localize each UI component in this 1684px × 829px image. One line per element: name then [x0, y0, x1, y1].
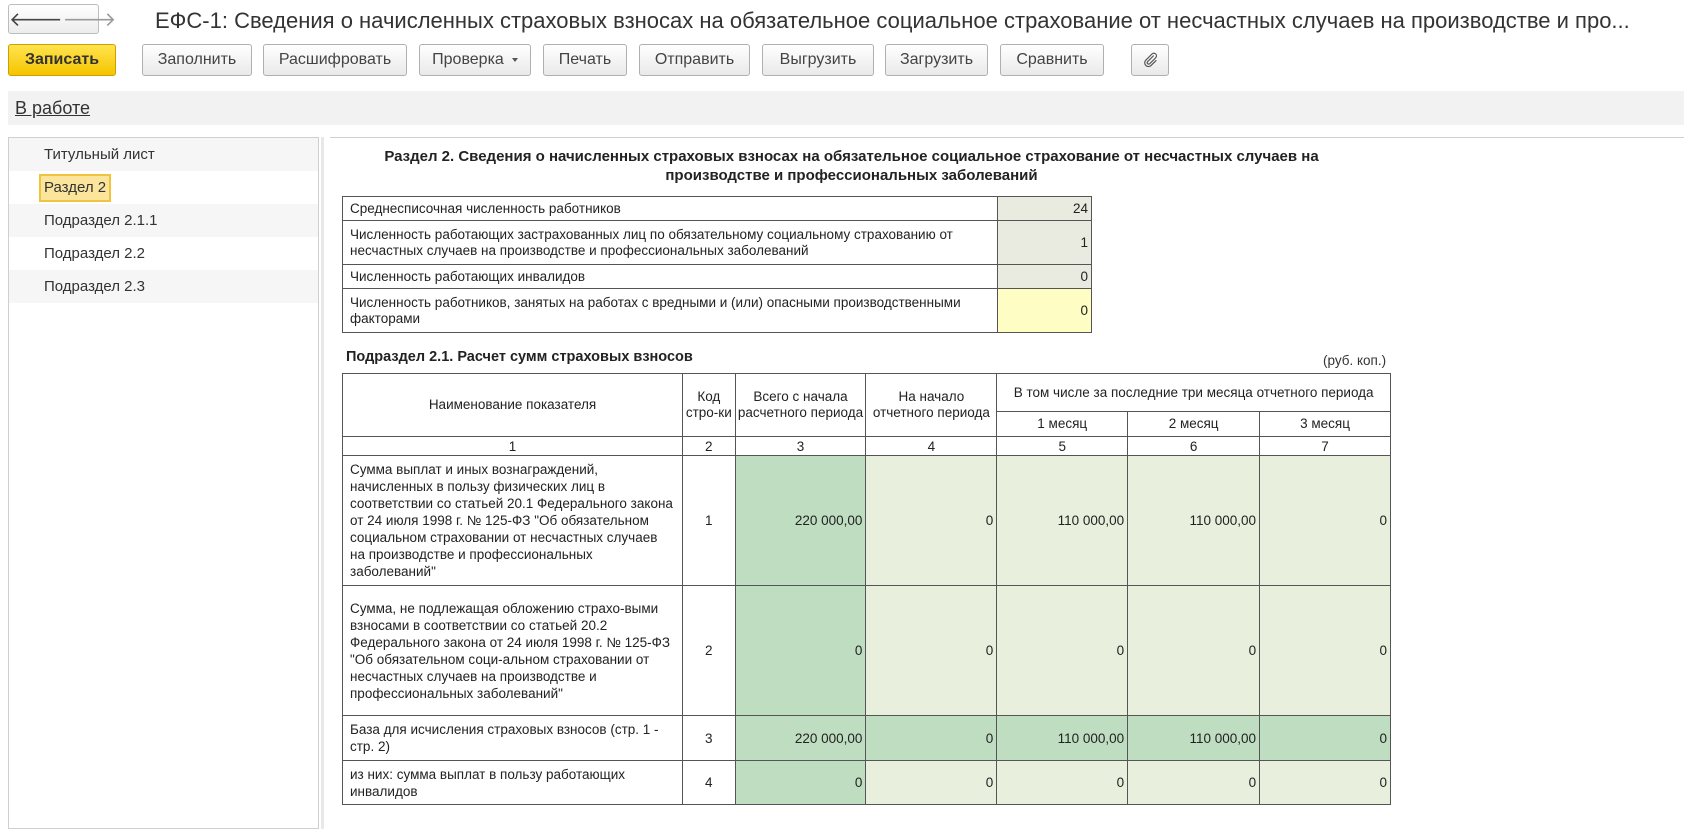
row-label: Численность работающих инвалидов: [343, 265, 998, 289]
col-index: 4: [866, 437, 997, 456]
table-row: [343, 716, 1391, 761]
row-code: 3: [683, 716, 736, 761]
back-button[interactable]: [9, 5, 63, 33]
sidebar-item-label: Титульный лист: [44, 146, 155, 163]
sidebar-item-label: Подраздел 2.3: [44, 278, 145, 295]
cell-total[interactable]: 0: [735, 761, 866, 805]
row-label: Среднесписочная численность работников: [343, 197, 998, 221]
attach-button[interactable]: [1131, 44, 1169, 76]
cell-m1[interactable]: 0: [997, 761, 1128, 805]
cell-start[interactable]: 0: [866, 761, 997, 805]
hazard-count-field[interactable]: 0: [998, 289, 1092, 333]
check-button[interactable]: [419, 44, 531, 76]
section-title-line-2: производстве и профессиональных заболеваний: [665, 167, 1038, 184]
cell-total[interactable]: 220 000,00: [735, 456, 866, 586]
sidebar-item-section-2[interactable]: [9, 171, 318, 204]
col-index: 2: [683, 437, 736, 456]
cell-m3: 0: [1260, 716, 1391, 761]
col-header-start: На начало отчетного периода: [866, 374, 997, 437]
splitter[interactable]: [321, 137, 324, 829]
units-label: (руб. коп.): [1323, 353, 1387, 368]
check-button-label: Проверка: [432, 51, 504, 68]
save-button[interactable]: Записать: [8, 44, 116, 76]
cell-m1[interactable]: 110 000,00: [997, 456, 1128, 586]
form-area: [330, 137, 1684, 829]
section-title-line-1: Раздел 2. Сведения о начисленных страховых взносах на обязательное социальное страхование от несчастных случаев на: [384, 148, 1319, 165]
table-row: [343, 456, 1391, 586]
toolbar: [0, 44, 1684, 78]
table-row: [343, 265, 1092, 289]
sidebar-item-label: Раздел 2: [39, 174, 111, 202]
compare-button[interactable]: Сравнить: [1000, 44, 1104, 76]
headcount-table: [342, 196, 1092, 333]
cell-m3[interactable]: 0: [1260, 761, 1391, 805]
cell-start[interactable]: 0: [866, 456, 997, 586]
sidebar-item-label: Подраздел 2.2: [44, 245, 145, 262]
nav-buttons: [8, 4, 117, 34]
disabled-count-field[interactable]: 0: [998, 265, 1092, 289]
row-label: Численность работающих застрахованных лиц по обязательному социальному страхованию от несчастных случаев на производстве и профессиональных заболеваний: [343, 221, 998, 265]
row-label: Численность работников, занятых на работах с вредными и (или) опасными производственными факторами: [343, 289, 998, 333]
table-row: [343, 221, 1092, 265]
insured-count-field[interactable]: 1: [998, 221, 1092, 265]
arrow-left-icon: 🡐: [9, 8, 63, 31]
status-link[interactable]: В работе: [15, 98, 91, 118]
decode-button[interactable]: Расшифровать: [263, 44, 407, 76]
col-index: 7: [1260, 437, 1391, 456]
avg-headcount-field[interactable]: 24: [998, 197, 1092, 221]
row-name: Сумма, не подлежащая обложению страхо-выми взносами в соответствии со статьей 20.2 Федерального закона от 24 июля 1998 г. № 125-ФЗ "Об обязательном соци-альном страховании от несчастных случаев на производстве и профессиональных заболеваний": [343, 586, 683, 716]
cell-start: 0: [866, 716, 997, 761]
import-button[interactable]: Загрузить: [885, 44, 988, 76]
print-button[interactable]: Печать: [543, 44, 627, 76]
index-row: [343, 437, 1391, 456]
table-row: [343, 197, 1092, 221]
sidebar-item-title-page[interactable]: [9, 138, 318, 171]
row-name: Сумма выплат и иных вознаграждений, начисленных в пользу физических лиц в соответствии со статьей 20.1 Федерального закона от 24 июля 1998 г. № 125-ФЗ "Об обязательном социальном страховании от несчастных случаев на производстве и профессиональных заболеваний": [343, 456, 683, 586]
col-header-code: Код стро-ки: [683, 374, 736, 437]
table-row: [343, 289, 1092, 333]
send-button[interactable]: Отправить: [639, 44, 750, 76]
sidebar-item-label: Подраздел 2.1.1: [44, 212, 158, 229]
cell-m2[interactable]: 0: [1128, 586, 1260, 716]
col-index: 1: [343, 437, 683, 456]
col-index: 6: [1128, 437, 1260, 456]
sidebar-item-subsection-2-3[interactable]: [9, 270, 318, 303]
cell-m2[interactable]: 110 000,00: [1128, 456, 1260, 586]
row-code: 2: [683, 586, 736, 716]
cell-m1: 110 000,00: [997, 716, 1128, 761]
subsection-title: Подраздел 2.1. Расчет сумм страховых взносов: [346, 349, 693, 365]
table-row: [343, 586, 1391, 716]
cell-total: 220 000,00: [735, 716, 866, 761]
paperclip-icon: [1141, 51, 1159, 69]
cell-total[interactable]: 0: [735, 586, 866, 716]
col-index: 5: [997, 437, 1128, 456]
col-header-m1: 1 месяц: [997, 412, 1128, 437]
cell-m1[interactable]: 0: [997, 586, 1128, 716]
status-bar: [8, 91, 1684, 125]
row-code: 4: [683, 761, 736, 805]
header-row: [343, 374, 1391, 412]
window-title: ЕФС-1: Сведения о начисленных страховых взносах на обязательное социальное страхование от несчастных случаев на производстве и про...: [155, 8, 1630, 33]
sidebar-item-subsection-2-1-1[interactable]: [9, 204, 318, 237]
cell-m2: 110 000,00: [1128, 716, 1260, 761]
forward-button[interactable]: [63, 5, 117, 33]
cell-m2[interactable]: 0: [1128, 761, 1260, 805]
contributions-table: [342, 373, 1391, 805]
section-title: [338, 147, 1365, 185]
col-header-name: Наименование показателя: [343, 374, 683, 437]
section-nav: [8, 137, 319, 829]
fill-button[interactable]: Заполнить: [142, 44, 252, 76]
cell-m3[interactable]: 0: [1260, 586, 1391, 716]
col-header-total: Всего с начала расчетного периода: [735, 374, 866, 437]
col-header-m2: 2 месяц: [1128, 412, 1260, 437]
cell-start[interactable]: 0: [866, 586, 997, 716]
chevron-down-icon: [512, 58, 518, 62]
table-row: [343, 761, 1391, 805]
export-button[interactable]: Выгрузить: [762, 44, 874, 76]
cell-m3[interactable]: 0: [1260, 456, 1391, 586]
sidebar-item-subsection-2-2[interactable]: [9, 237, 318, 270]
col-header-last3: В том числе за последние три месяца отчетного периода: [997, 374, 1391, 412]
row-code: 1: [683, 456, 736, 586]
col-header-m3: 3 месяц: [1260, 412, 1391, 437]
row-name: База для исчисления страховых взносов (стр. 1 - стр. 2): [343, 716, 683, 761]
row-name: из них: сумма выплат в пользу работающих инвалидов: [343, 761, 683, 805]
col-index: 3: [735, 437, 866, 456]
arrow-right-icon: 🡒: [62, 8, 117, 31]
